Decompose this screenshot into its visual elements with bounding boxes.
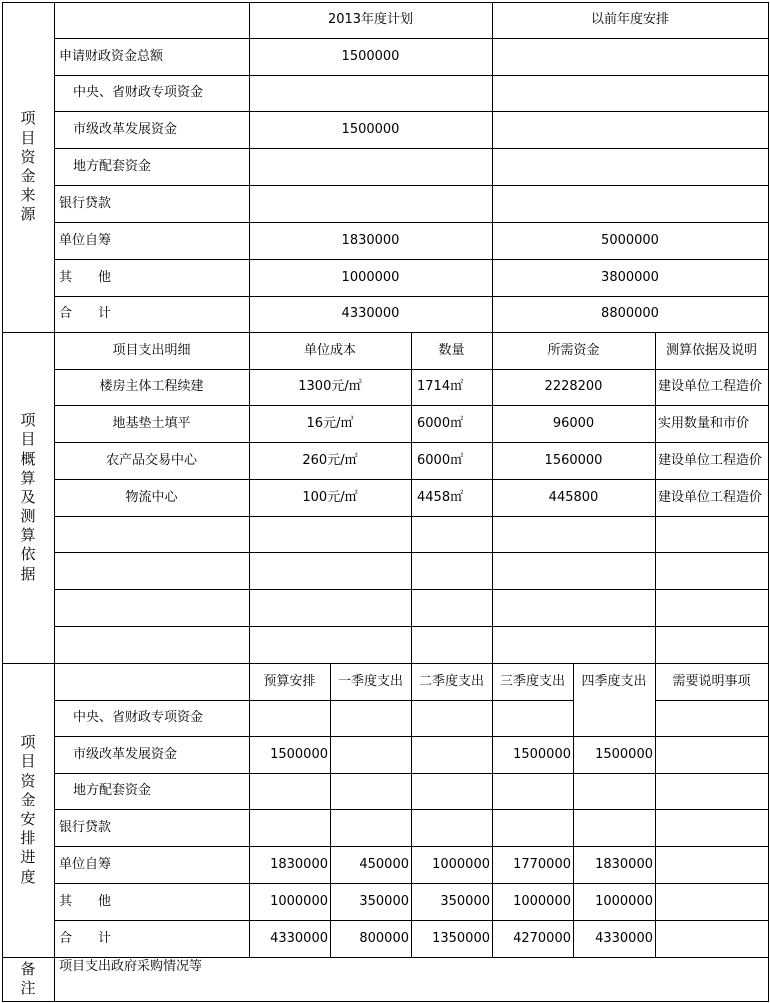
row-label: 单位自筹 [59,856,112,872]
row-label: 其 他 [59,269,112,285]
prior-value [494,186,766,222]
expense-item: 农产品交易中心 [105,452,197,468]
q4-value: 1830000 [595,856,653,872]
side-label-char: 算 [20,468,36,487]
plan-value: 1000000 [341,269,400,285]
q4-value [575,701,653,736]
side-label-char: 依 [20,545,36,564]
side-label-char: 项 [20,109,36,128]
remarks-text: 项目支出政府采购情况等 [59,959,203,974]
expense-item: 地基垫土填平 [112,415,191,431]
quantity: 6000㎡ [417,415,464,431]
expense-item: 物流中心 [125,489,178,505]
header-prior-years: 以前年度安排 [590,12,669,28]
q1-value [332,810,409,846]
header-item: 项目支出明细 [112,342,191,358]
side-label-char: 及 [20,487,36,506]
side-label-char: 排 [20,829,36,848]
q1-value: 450000 [359,856,409,872]
q2-value: 350000 [440,893,490,909]
q3-value: 1000000 [513,893,571,909]
side-label-char: 项 [20,411,36,430]
q2-value [413,701,490,736]
grid-line [655,809,769,810]
grid-line [655,700,769,701]
side-label-char: 测 [20,507,36,526]
row-label: 其 他 [59,893,112,909]
grid-line [411,663,412,958]
side-label-char: 目 [20,752,36,771]
q1-value [332,737,409,773]
side-label-estimate-basis [2,332,54,663]
side-label-char: 概 [20,449,36,468]
q3-value: 4270000 [513,930,571,946]
row-label: 银行贷款 [59,195,112,211]
side-label-char: 目 [20,128,36,147]
unit-cost: 100元/㎡ [302,489,358,505]
basis-note: 建设单位工程造价 [658,379,763,395]
grid-line [492,2,493,333]
grid-line [492,663,493,958]
row-label: 市级改革发展资金 [73,746,178,762]
q2-value [413,774,490,809]
side-label-char: 资 [20,771,36,790]
grid-line [492,332,493,664]
q4-value: 1000000 [595,893,653,909]
quantity: 1714㎡ [417,379,464,395]
row-label: 合 计 [59,930,112,946]
row-label: 银行贷款 [59,819,112,835]
basis-note: 建设单位工程造价 [658,489,763,505]
grid-line [330,663,331,958]
funds-needed: 2228200 [544,379,603,395]
plan-value: 1500000 [341,48,400,64]
q2-value: 1350000 [432,930,490,946]
plan-value: 1500000 [341,121,400,137]
quantity: 6000㎡ [417,452,464,468]
row-label: 中央、省财政专项资金 [73,85,204,101]
side-label-char: 项 [20,733,36,752]
side-label-funding-source [2,2,54,332]
funds-needed: 96000 [552,415,595,431]
header-quantity: 数量 [438,342,465,358]
q4-value: 1500000 [595,746,653,762]
side-label-remarks [2,957,54,1001]
header-funds-needed: 所需资金 [547,342,600,358]
q2-value [413,737,490,773]
q4-value: 4330000 [595,930,653,946]
prior-value [494,149,766,185]
q3-value: 1770000 [513,856,571,872]
budget-value: 1500000 [270,746,328,762]
prior-value: 3800000 [601,269,659,285]
side-label-char: 备 [20,959,36,978]
budget-value: 1000000 [270,893,328,909]
grid-line [655,663,656,958]
plan-value [251,76,490,111]
unit-cost: 260元/㎡ [302,452,358,468]
side-label-char: 安 [20,810,36,828]
header-plan-2013: 2013年度计划 [327,12,414,28]
plan-value: 4330000 [341,306,400,322]
q1-value [332,774,409,809]
prior-value: 8800000 [601,306,659,322]
header-unit-cost: 单位成本 [303,342,356,358]
basis-note: 建设单位工程造价 [658,452,763,468]
side-label-char: 算 [20,526,36,545]
q3-value: 1500000 [513,746,571,762]
row-label: 地方配套资金 [73,158,152,174]
unit-cost: 1300元/㎡ [298,379,362,395]
basis-note: 实用数量和市价 [658,415,750,431]
grid-line [768,2,769,1002]
funds-needed: 1560000 [544,452,603,468]
q1-value: 800000 [359,930,409,946]
grid-line [655,773,769,774]
row-label: 单位自筹 [59,232,112,248]
budget-value: 1830000 [270,856,328,872]
header-budget: 预算安排 [263,673,316,689]
header-q1: 一季度支出 [337,673,403,689]
side-label-char: 进 [20,848,36,867]
q4-value [575,810,653,846]
grid-line [249,332,250,664]
prior-value: 5000000 [601,232,659,248]
q2-value: 1000000 [432,856,490,872]
funds-needed: 445800 [548,489,599,505]
side-label-char: 据 [20,564,36,583]
grid-line [411,332,412,664]
prior-value [494,112,766,148]
side-label-char: 来 [20,186,36,205]
grid-line [655,883,769,884]
q3-value [494,701,571,736]
budget-value [251,701,328,736]
header-notes: 需要说明事项 [672,673,751,689]
row-label: 中央、省财政专项资金 [73,710,204,726]
grid-line [54,2,55,1002]
side-label-char: 注 [20,979,36,997]
quantity: 4458㎡ [417,489,464,505]
side-label-char: 源 [20,205,36,224]
plan-value [251,186,490,222]
row-label: 市级改革发展资金 [73,121,178,137]
budget-value [251,774,328,809]
header-basis: 测算依据及说明 [665,342,757,358]
q4-value [575,774,653,809]
row-label: 合 计 [59,306,112,322]
header-q2: 二季度支出 [418,673,484,689]
prior-value [494,39,766,75]
grid-line [655,332,656,664]
q1-value [332,701,409,736]
side-label-char: 金 [20,167,36,185]
budget-value [251,810,328,846]
row-label: 地方配套资金 [73,783,152,799]
header-q3: 三季度支出 [499,673,565,689]
plan-value [251,149,490,185]
side-label-char: 资 [20,147,36,166]
grid-line [573,663,574,958]
side-label-char: 目 [20,430,36,449]
unit-cost: 16元/㎥ [306,415,354,431]
side-label-schedule [2,663,54,957]
expense-item: 楼房主体工程续建 [99,379,204,395]
grid-line [655,736,769,737]
side-label-char: 度 [20,867,36,886]
grid-line [655,846,769,847]
plan-value: 1830000 [341,232,400,248]
header-q4: 四季度支出 [581,673,647,689]
q2-value [413,810,490,846]
prior-value [494,76,766,111]
q3-value [494,774,571,809]
side-label-char: 金 [20,790,36,809]
grid-line [655,920,769,921]
row-label: 申请财政资金总额 [59,48,164,64]
budget-value: 4330000 [270,930,328,946]
q3-value [494,810,571,846]
q1-value: 350000 [359,893,409,909]
